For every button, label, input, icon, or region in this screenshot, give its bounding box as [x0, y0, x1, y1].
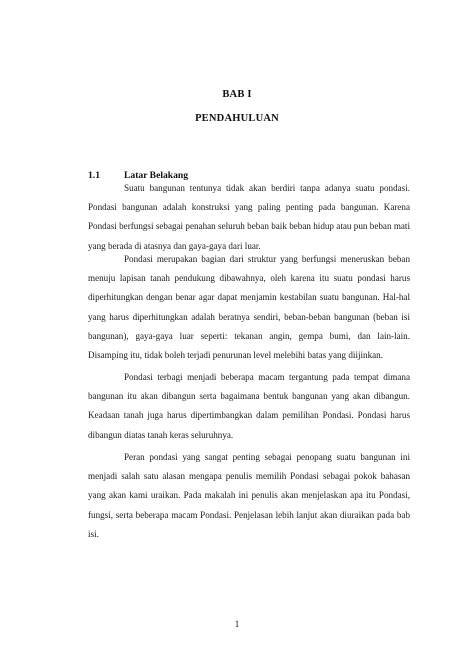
- paragraph-4-block: [88, 448, 410, 544]
- chapter-title: PENDAHULUAN: [195, 113, 279, 124]
- paragraph: Suatu bangunan tentunya tidak akan berdiri tanpa adanya suatu pondasi. Pondasi bangunan adalah konstruksi yang paling penting pada bangunan. Karena Pondasi berfungsi sebagai penahan seluruh beban baik beban hidup atau pun beban mati yang berada di atasnya dan gaya-gaya dari luar.: [88, 183, 410, 251]
- paragraph-3-block: [88, 368, 410, 445]
- paragraph: Pondasi merupakan bagian dari struktur yang berfungsi meneruskan beban menuju lapisan tanah pendukung dibawahnya, oleh karena itu suatu pondasi harus diperhitungkan dengan benar agar dapat menjamin kestabilan suatu bangunan. Hal-hal yang harus diperhitungkan adalah beratnya sendiri, beban-beban bangunan (beban isi bangunan), gaya-gaya luar seperti: tekanan angin, gempa bumi, dan lain-lain. Disamping itu, tidak boleh terjadi penurunan level melebihi batas yang diijinkan.: [88, 254, 410, 361]
- paragraph-2-block: [88, 250, 410, 365]
- paragraph: Pondasi terbagi menjadi beberapa macam tergantung pada tempat dimana bangunan itu akan dibangun serta bagaimana bentuk bangunan yang akan dibangun. Keadaan tanah juga harus dipertimbangkan dalam pemilihan Pondasi. Pondasi harus dibangun diatas tanah keras seluruhnya.: [88, 372, 410, 440]
- section-number: 1.1: [88, 170, 100, 181]
- section-title: Latar Belakang: [124, 170, 189, 181]
- page-number: 1: [234, 619, 240, 629]
- paragraph-1-block: [88, 179, 410, 256]
- paragraph: Peran pondasi yang sangat penting sebagai penopang suatu bangunan ini menjadi salah satu alasan mengapa penulis memilih Pondasi sebagai pokok bahasan yang akan kami uraikan. Pada makalah ini penulis akan menjelaskan apa itu Pondasi, fungsi, serta beberapa macam Pondasi. Penjelasan lebih lanjut akan diuraikan pada bab isi.: [88, 452, 410, 539]
- chapter-number: BAB I: [222, 89, 252, 100]
